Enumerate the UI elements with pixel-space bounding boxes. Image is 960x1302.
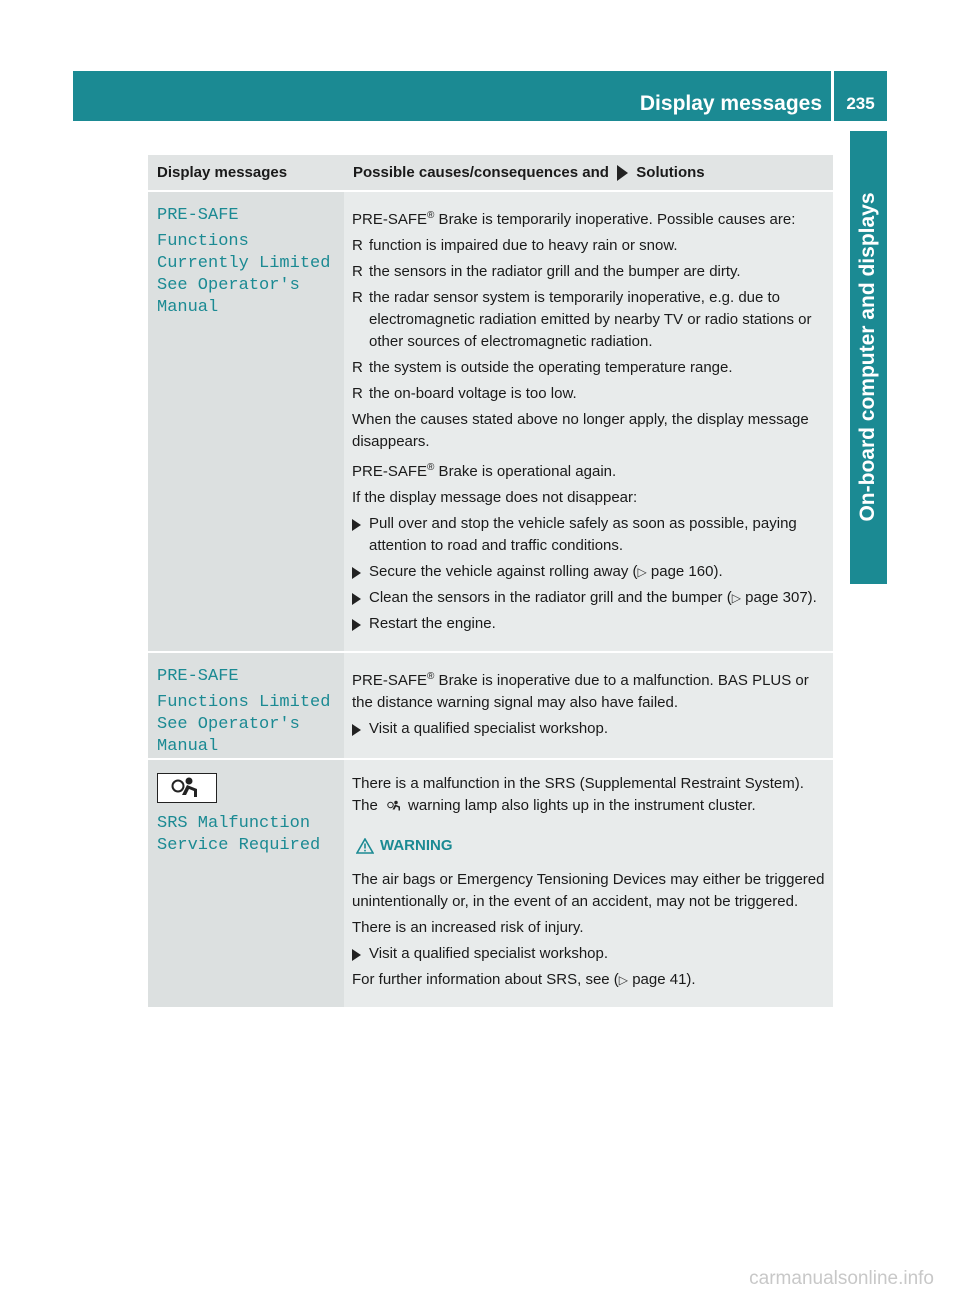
action-arrow-icon bbox=[352, 619, 361, 631]
cause-bullet: R the system is outside the operating temperature range. bbox=[352, 359, 733, 376]
section-title: Display messages bbox=[639, 92, 822, 115]
message-line: SRS Malfunction bbox=[157, 814, 311, 833]
message-cell bbox=[148, 760, 344, 1007]
body-text: When the causes stated above no longer apply, the display message disappears. bbox=[352, 411, 809, 450]
warning-text: There is an increased risk of injury. bbox=[352, 919, 584, 936]
side-tab-marker bbox=[850, 538, 887, 584]
solution-cell bbox=[344, 192, 833, 651]
action-arrow-icon bbox=[352, 593, 361, 605]
action-step: Clean the sensors in the radiator grill and the bumper (▷ page 307). bbox=[352, 587, 827, 609]
table-row bbox=[148, 192, 833, 651]
airbag-warning-icon bbox=[385, 798, 405, 821]
page-ref-arrow-icon: ▷ bbox=[637, 565, 647, 579]
action-arrow-icon bbox=[352, 949, 361, 961]
action-step: Visit a qualified specialist workshop. bbox=[352, 718, 827, 740]
page-reference-link[interactable]: page 307). bbox=[745, 589, 817, 606]
body-text: There is a malfunction in the SRS (Supplemental Restraint System). The warning lamp also lights up in the instrument cluster. bbox=[352, 773, 827, 821]
column-header-causes bbox=[344, 155, 833, 190]
message-line: Currently Limited bbox=[157, 254, 331, 273]
table-row bbox=[148, 653, 833, 758]
message-line: Functions bbox=[157, 232, 249, 251]
action-step: Pull over and stop the vehicle safely as soon as possible, paying attention to road and traffic conditions. bbox=[352, 513, 827, 557]
page-ref-arrow-icon: ▷ bbox=[731, 591, 741, 605]
cause-bullet: R function is impaired due to heavy rain or snow. bbox=[352, 237, 678, 254]
message-line: PRE-SAFE bbox=[157, 667, 239, 686]
column-header-solutions-label: Solutions bbox=[636, 164, 705, 181]
message-line: Functions Limited bbox=[157, 693, 331, 712]
page-reference-link[interactable]: page 41). bbox=[632, 971, 696, 988]
body-text: PRE-SAFE® Brake is operational again. bbox=[352, 462, 617, 480]
column-header-display-messages: Display messages bbox=[157, 164, 288, 181]
table-header bbox=[148, 155, 833, 190]
warning-heading bbox=[356, 835, 827, 857]
message-line: See Operator's bbox=[157, 715, 300, 734]
airbag-warning-icon bbox=[157, 773, 217, 803]
message-line: See Operator's bbox=[157, 276, 300, 295]
page-reference-link[interactable]: page 160). bbox=[650, 563, 723, 580]
watermark: carmanualsonline.info bbox=[749, 1268, 934, 1289]
solution-cell bbox=[344, 760, 833, 1007]
warning-label: WARNING bbox=[380, 837, 453, 854]
intro-text: PRE-SAFE® Brake is temporarily inoperative. Possible causes are: bbox=[352, 210, 796, 228]
display-messages-table bbox=[148, 155, 833, 1007]
message-line: Service Required bbox=[157, 836, 321, 855]
body-text: For further information about SRS, see (▷ page 41). bbox=[352, 971, 696, 988]
cause-bullet: R the on-board voltage is too low. bbox=[352, 385, 577, 402]
page-number: 235 bbox=[846, 94, 875, 113]
message-cell bbox=[148, 653, 344, 758]
cause-bullet: R the radar sensor system is temporarily inoperative, e.g. due to electromagnetic radiation emitted by nearby TV or radio stations or other sources of electromagnetic radiation. bbox=[352, 289, 812, 350]
message-cell bbox=[148, 192, 344, 651]
message-line: Manual bbox=[157, 737, 219, 756]
column-header-causes-label: Possible causes/consequences and bbox=[353, 164, 609, 181]
action-arrow-icon bbox=[352, 567, 361, 579]
intro-text: PRE-SAFE® Brake is inoperative due to a malfunction. BAS PLUS or the distance warning signal may also have failed. bbox=[352, 671, 809, 711]
warning-text: The air bags or Emergency Tensioning Devices may either be triggered unintentionally or, in the event of an accident, may not be triggered. bbox=[352, 871, 825, 910]
action-step: Secure the vehicle against rolling away (▷ page 160). bbox=[352, 561, 827, 583]
message-line: PRE-SAFE bbox=[157, 206, 239, 225]
body-text: If the display message does not disappear: bbox=[352, 489, 638, 506]
solution-cell bbox=[344, 653, 833, 758]
chapter-label: On-board computer and displays bbox=[856, 192, 879, 522]
message-line: Manual bbox=[157, 298, 219, 317]
action-step: Restart the engine. bbox=[352, 613, 827, 635]
page-ref-arrow-icon: ▷ bbox=[618, 973, 629, 987]
table-row bbox=[148, 760, 833, 1007]
solutions-arrow-icon bbox=[617, 165, 628, 181]
action-arrow-icon bbox=[352, 724, 361, 736]
warning-triangle-icon bbox=[356, 838, 374, 854]
action-step: Visit a qualified specialist workshop. bbox=[352, 943, 827, 965]
cause-bullet: R the sensors in the radiator grill and the bumper are dirty. bbox=[352, 263, 741, 280]
action-arrow-icon bbox=[352, 519, 361, 531]
